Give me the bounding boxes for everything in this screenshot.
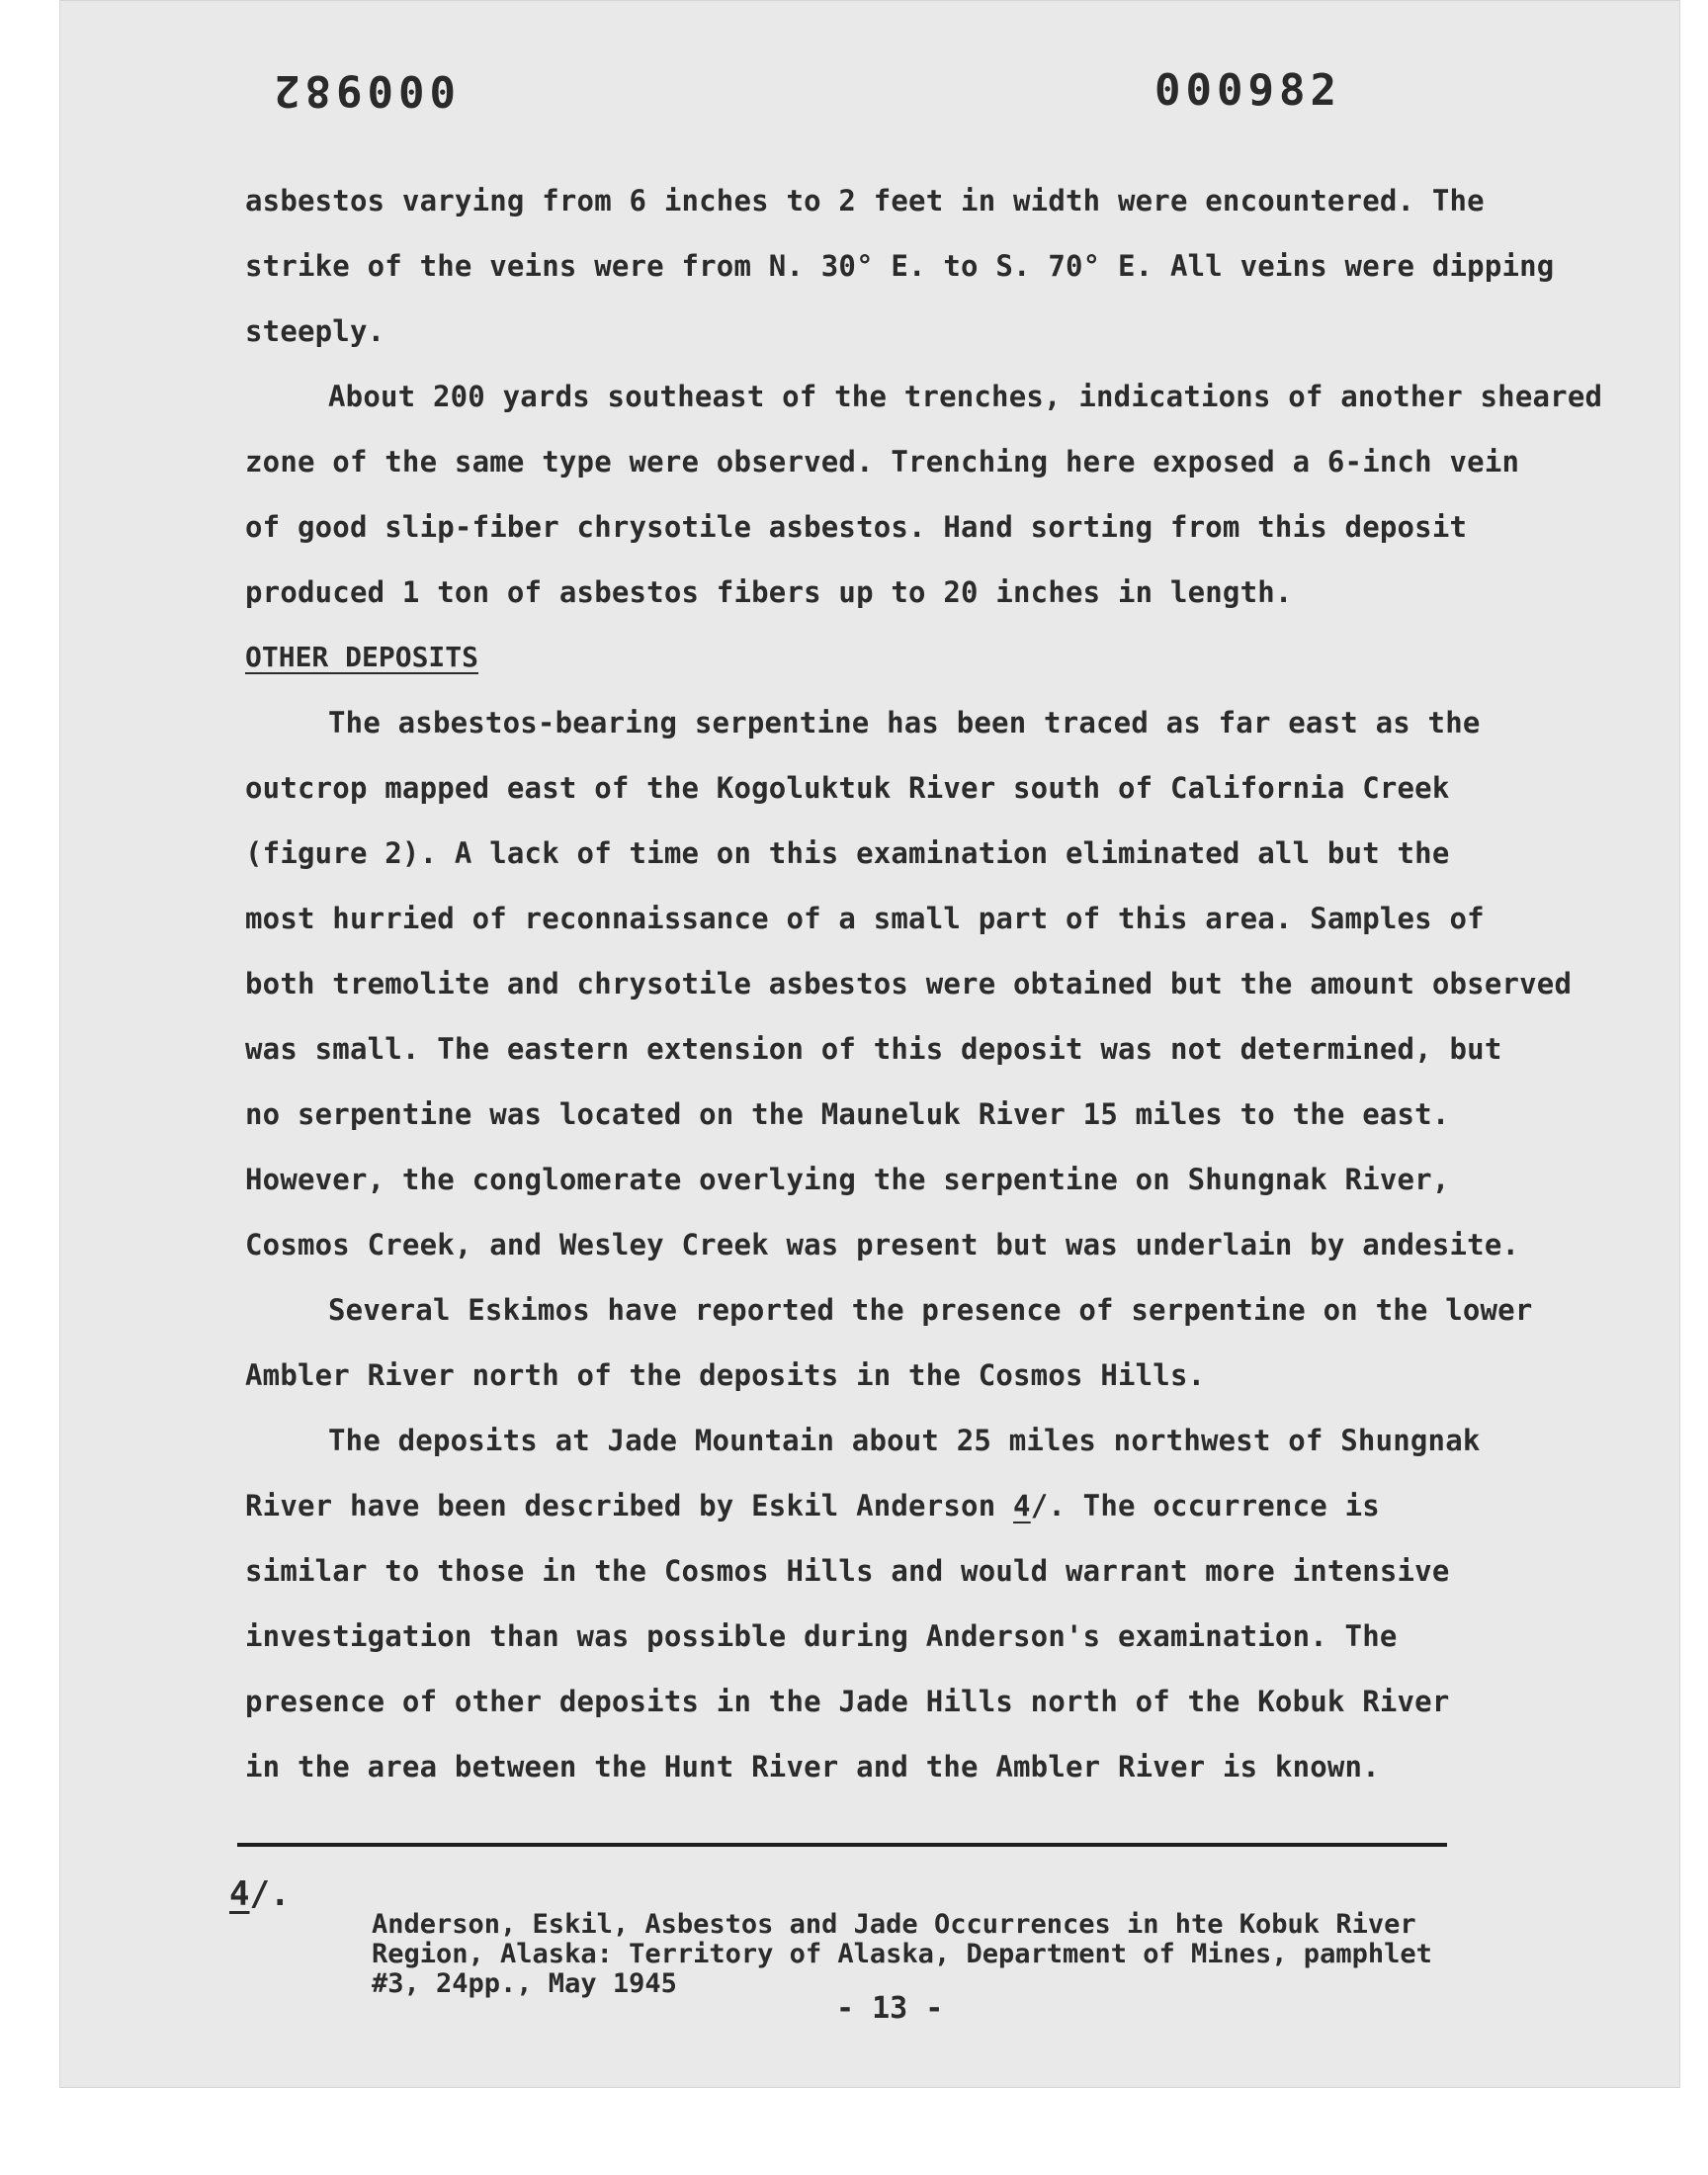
document-id-mark-inverted: 000982 — [269, 65, 456, 116]
footnote-text — [372, 1910, 1498, 1999]
document-id-mark: 000982 — [1154, 65, 1341, 116]
text-line: in the area between the Hunt River and the Ambler River is known. — [245, 1750, 1380, 1784]
paragraph — [245, 1408, 1570, 1799]
text-line: The deposits at Jade Mountain about 25 miles northwest of Shungnak — [328, 1424, 1481, 1457]
footnote-marker-suffix: /. — [249, 1874, 291, 1914]
footnote-marker — [229, 1874, 290, 1914]
text-fragment: /. The occurrence is — [1030, 1489, 1380, 1522]
text-line: of good slip-fiber chrysotile asbestos. Hand sorting from this deposit — [245, 510, 1468, 544]
text-line: Cosmos Creek, and Wesley Creek was present but was underlain by andesite. — [245, 1228, 1520, 1262]
footnote-line: Anderson, Eskil, Asbestos and Jade Occurrences in hte Kobuk River — [372, 1909, 1416, 1940]
text-line: Several Eskimos have reported the presence of serpentine on the lower — [328, 1293, 1533, 1327]
text-line: steeply. — [245, 314, 385, 348]
text-line: investigation than was possible during Anderson's examination. The — [245, 1619, 1398, 1653]
footnote-line: #3, 24pp., May 1945 — [372, 1968, 677, 1999]
text-line: About 200 yards southeast of the trenches, indications of another sheared — [328, 380, 1603, 413]
footnote-marker-number: 4 — [229, 1874, 250, 1914]
text-line: However, the conglomerate overlying the serpentine on Shungnak River, — [245, 1163, 1450, 1196]
text-line: most hurried of reconnaissance of a small part of this area. Samples of — [245, 902, 1485, 935]
text-line — [245, 1473, 1570, 1538]
text-line: strike of the veins were from N. 30° E. to S. 70° E. All veins were dipping — [245, 249, 1555, 283]
footnote-reference: 4 — [1013, 1489, 1031, 1522]
text-line: zone of the same type were observed. Trenching here exposed a 6-inch vein — [245, 445, 1520, 478]
text-line: (figure 2). A lack of time on this examination eliminated all but the — [245, 836, 1450, 870]
text-line: The asbestos-bearing serpentine has been traced as far east as the — [328, 706, 1481, 740]
text-line: produced 1 ton of asbestos fibers up to 20 inches in length. — [245, 575, 1293, 609]
paragraph — [245, 690, 1573, 1277]
paragraph — [245, 168, 1570, 364]
text-line: Ambler River north of the deposits in the Cosmos Hills. — [245, 1358, 1206, 1392]
paragraph — [245, 364, 1603, 625]
section-heading: OTHER DEPOSITS — [245, 641, 479, 673]
page-number: - 13 - — [836, 1991, 944, 2026]
text-line: asbestos varying from 6 inches to 2 feet in width were encountered. The — [245, 184, 1485, 218]
text-line: similar to those in the Cosmos Hills and would warrant more intensive — [245, 1554, 1450, 1588]
footnote-divider — [237, 1843, 1447, 1847]
text-line: was small. The eastern extension of this deposit was not determined, but — [245, 1032, 1502, 1066]
text-line: outcrop mapped east of the Kogoluktuk River south of California Creek — [245, 771, 1450, 805]
paragraph — [245, 1277, 1570, 1408]
text-line: no serpentine was located on the Mauneluk River 15 miles to the east. — [245, 1097, 1450, 1131]
text-fragment: River have been described by Eskil Anderson — [245, 1489, 1014, 1522]
text-line: presence of other deposits in the Jade Hills north of the Kobuk River — [245, 1685, 1450, 1718]
body-text — [245, 168, 1603, 1799]
footnote-line: Region, Alaska: Territory of Alaska, Department of Mines, pamphlet — [372, 1939, 1432, 1969]
text-line: both tremolite and chrysotile asbestos were obtained but the amount observed — [245, 967, 1573, 1000]
